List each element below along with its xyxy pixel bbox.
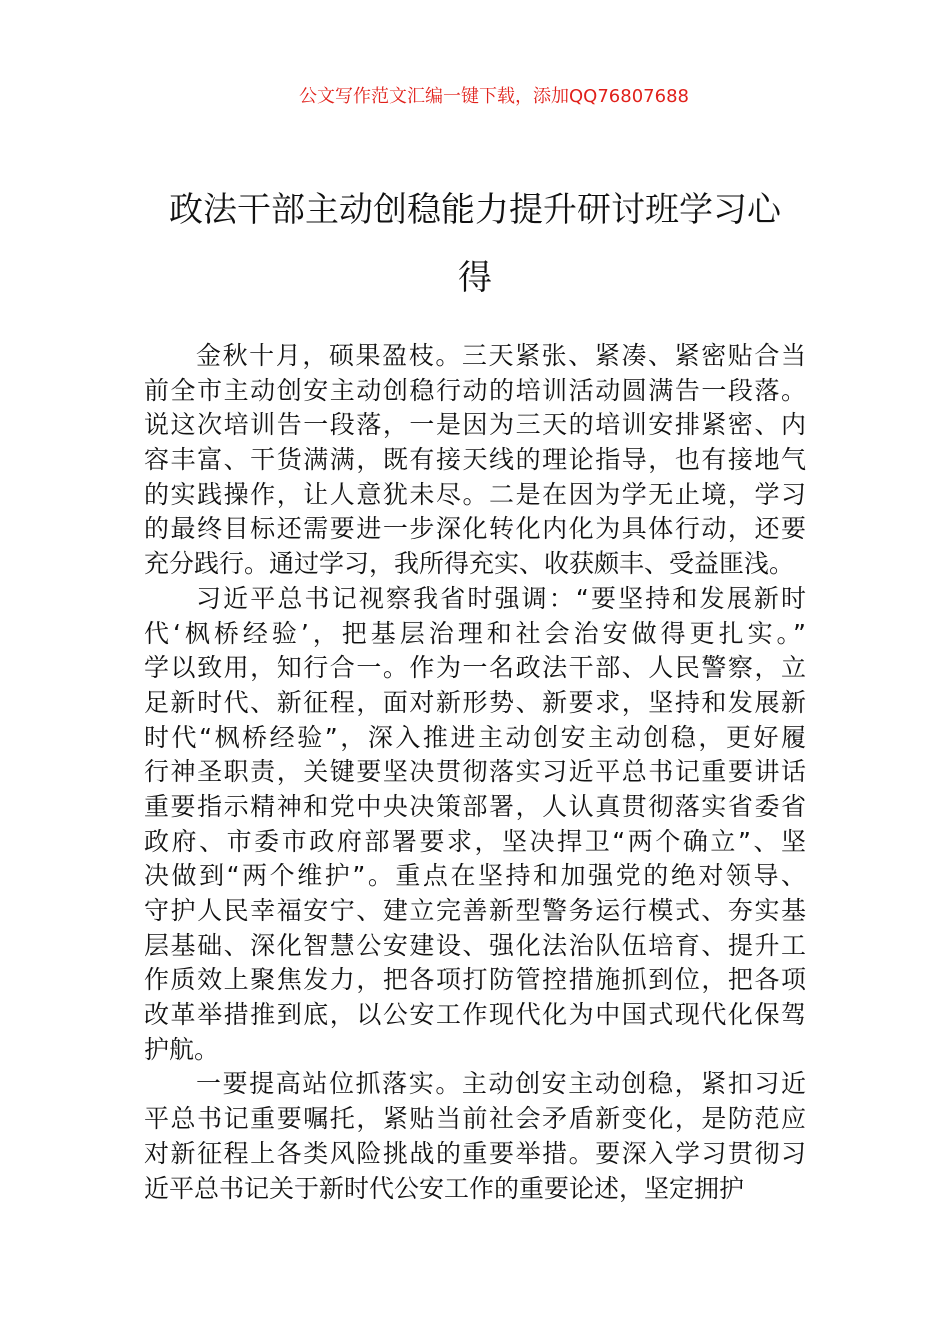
paragraph-line: 的最终目标还需要进一步深化转化内化为具体行动，还要	[144, 514, 806, 544]
paragraph-line: 政府、市委市政府部署要求，坚决捍卫“两个确立”、坚	[144, 826, 806, 856]
paragraph	[144, 1067, 806, 1206]
paragraph-line: 作质效上聚焦发力，把各项打防管控措施抓到位，把各项	[144, 965, 806, 995]
paragraph-line: 近平总书记关于新时代公安工作的重要论述，坚定拥护	[144, 1173, 745, 1203]
download-watermark-header: 公文写作范文汇编一键下载，添加QQ76807688	[299, 86, 689, 107]
paragraph-line: 足新时代、新征程，面对新形势、新要求，坚持和发展新	[144, 687, 806, 717]
paragraph-line: 习近平总书记视察我省时强调：“要坚持和发展新时	[196, 583, 806, 613]
paragraph-line: 充分践行。通过学习，我所得充实、收获颇丰、受益匪浅。	[144, 549, 795, 579]
paragraph-line: 代‘枫桥经验’，把基层治理和社会治安做得更扎实。”	[144, 618, 806, 648]
paragraph-line: 时代“枫桥经验”，深入推进主动创安主动创稳，更好履	[144, 722, 806, 752]
paragraph-line: 前全市主动创安主动创稳行动的培训活动圆满告一段落。	[144, 375, 806, 405]
title-line: 得	[458, 258, 492, 298]
paragraph-line: 一要提高站位抓落实。主动创安主动创稳，紧扣习近	[196, 1069, 806, 1099]
paragraph-line: 决做到“两个维护”。重点在坚持和加强党的绝对领导、	[144, 861, 806, 891]
paragraph-line: 护航。	[144, 1034, 220, 1064]
paragraph-line: 重要指示精神和党中央决策部署，人认真贯彻落实省委省	[144, 791, 806, 821]
document-body	[144, 339, 806, 1206]
paragraph-line: 学以致用，知行合一。作为一名政法干部、人民警察，立	[144, 653, 806, 683]
document-title	[140, 176, 810, 312]
paragraph-line: 说这次培训告一段落，一是因为三天的培训安排紧密、内	[144, 410, 806, 440]
title-line: 政法干部主动创稳能力提升研讨班学习心	[169, 190, 781, 230]
paragraph	[144, 339, 806, 582]
paragraph-line: 金秋十月，硕果盈枝。三天紧张、紧凑、紧密贴合当	[196, 341, 806, 370]
paragraph-line: 的实践操作，让人意犹未尽。二是在因为学无止境，学习	[144, 479, 806, 509]
paragraph-line: 改革举措推到底，以公安工作现代化为中国式现代化保驾	[144, 1000, 806, 1030]
paragraph	[144, 582, 806, 1068]
paragraph-line: 层基础、深化智慧公安建设、强化法治队伍培育、提升工	[144, 930, 806, 960]
paragraph-line: 平总书记重要嘱托，紧贴当前社会矛盾新变化，是防范应	[144, 1104, 806, 1134]
paragraph-line: 守护人民幸福安宁、建立完善新型警务运行模式、夯实基	[144, 896, 806, 925]
paragraph-line: 对新征程上各类风险挑战的重要举措。要深入学习贯彻习	[144, 1138, 806, 1168]
paragraph-line: 行神圣职责，关键要坚决贯彻落实习近平总书记重要讲话	[144, 757, 806, 787]
paragraph-line: 容丰富、干货满满，既有接天线的理论指导，也有接地气	[144, 445, 806, 475]
